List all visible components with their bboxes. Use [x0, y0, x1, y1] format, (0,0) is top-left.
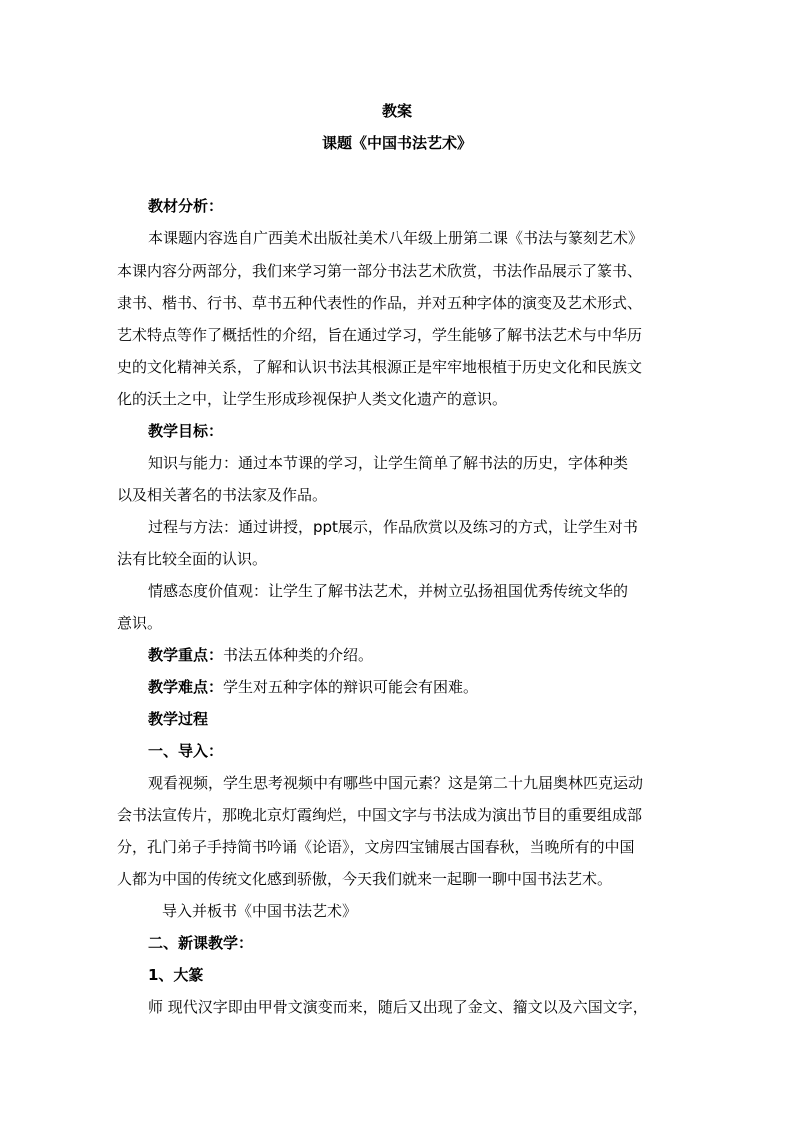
key-point [148, 645, 373, 665]
analysis-line-6: 化的沃土之中，让学生形成珍视保护人类文化遗产的意识。 [117, 390, 508, 408]
goal2-line-2: 法有比较全面的认识。 [117, 550, 268, 568]
difficulty-point [148, 677, 478, 697]
item1-line-1: 师 现代汉字即由甲骨文演变而来，随后又出现了金文、籀文以及六国文字， [148, 998, 648, 1016]
difficulty-text: 学生对五种字体的辩识可能会有困难。 [223, 678, 479, 696]
goal2-line-1: 过程与方法：通过讲授，ppt展示，作品欣赏以及练习的方式，让学生对书 [148, 518, 638, 536]
intro-heading: 一、导入： [148, 742, 224, 760]
key-point-label: 教学重点： [148, 646, 224, 664]
goal3-line-2: 意识。 [117, 614, 163, 632]
board-line: 导入并板书《中国书法艺术》 [162, 902, 358, 920]
doc-subtitle: 课题《中国书法艺术》 [321, 134, 472, 152]
intro-line-4: 人都为中国的传统文化感到骄傲，今天我们就来一起聊一聊中国书法艺术。 [117, 870, 613, 888]
new-lesson-heading: 二、新课教学： [148, 934, 254, 952]
doc-title: 教案 [381, 102, 412, 120]
analysis-heading: 教材分析： [148, 197, 224, 215]
item1-heading: 1、大篆 [148, 966, 204, 984]
intro-line-3: 分，孔门弟子手持简书吟诵《论语》，文房四宝铺展古国春秋，当晚所有的中国 [117, 838, 635, 856]
goal1-line-2: 以及相关著名的书法家及作品。 [117, 486, 328, 504]
intro-line-1: 观看视频，学生思考视频中有哪些中国元素？这是第二十九届奥林匹克运动 [148, 774, 644, 792]
analysis-line-1: 本课题内容选自广西美术出版社美术八年级上册第二课《书法与篆刻艺术》 [148, 229, 644, 247]
goal1-line-1: 知识与能力：通过本节课的学习，让学生简单了解书法的历史，字体种类 [148, 454, 629, 472]
difficulty-label: 教学难点： [148, 678, 224, 696]
intro-line-2: 会书法宣传片，那晚北京灯霞绚烂，中国文字与书法成为演出节目的重要组成部 [117, 806, 643, 824]
goal3-line-1: 情感态度价值观：让学生了解书法艺术，并树立弘扬祖国优秀传统文华的 [148, 582, 629, 600]
analysis-line-3: 隶书、楷书、行书、草书五种代表性的作品，并对五种字体的演变及艺术形式、 [117, 294, 643, 312]
analysis-line-5: 史的文化精神关系，了解和认识书法其根源正是牢牢地根植于历史文化和民族文 [117, 358, 643, 376]
key-point-text: 书法五体种类的介绍。 [223, 646, 374, 664]
process-heading: 教学过程 [148, 710, 209, 728]
analysis-line-4: 艺术特点等作了概括性的介绍，旨在通过学习，学生能够了解书法艺术与中华历 [117, 326, 643, 344]
analysis-line-2: 本课内容分两部分，我们来学习第一部分书法艺术欣赏，书法作品展示了篆书、 [117, 262, 643, 280]
goals-heading: 教学目标： [148, 422, 224, 440]
